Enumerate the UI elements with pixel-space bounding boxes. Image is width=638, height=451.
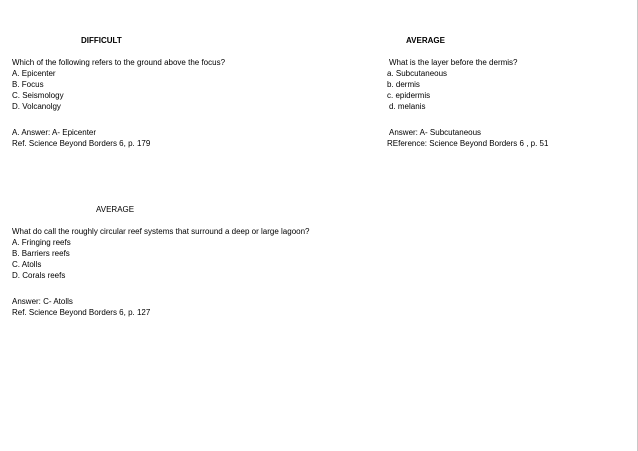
q3-option-c: C. Atolls — [12, 260, 42, 269]
q1-answer: A. Answer: A- Epicenter — [12, 128, 97, 137]
q3-answer-block — [12, 296, 150, 318]
q2-answer-block — [387, 127, 548, 149]
q3-option-a: A. Fringing reefs — [12, 238, 71, 247]
q1-question-text: Which of the following refers to the ground above the focus? — [12, 58, 226, 67]
q2-question-text: What is the layer before the dermis? — [389, 58, 518, 67]
q1-question-block — [12, 57, 225, 112]
q1-reference: Ref. Science Beyond Borders 6, p. 179 — [12, 139, 151, 148]
q2-reference: REference: Science Beyond Borders 6 , p. 51 — [387, 139, 549, 148]
q1-option-d: D. Volcanolgy — [12, 102, 61, 111]
q2-question-block — [387, 57, 518, 112]
q1-option-b: B. Focus — [12, 80, 44, 89]
q1-option-c: C. Seismology — [12, 91, 64, 100]
q2-option-c: c. epidermis — [387, 91, 431, 100]
q3-option-b: B. Barriers reefs — [12, 249, 70, 258]
q2-option-d: d. melanis — [389, 102, 426, 111]
q3-question-text: What do call the roughly circular reef systems that surround a deep or large lagoon? — [12, 227, 310, 236]
q3-difficulty-heading: AVERAGE — [96, 205, 135, 214]
q3-option-d: D. Corals reefs — [12, 271, 66, 280]
q3-answer: Answer: C- Atolls — [12, 297, 73, 306]
q3-reference: Ref. Science Beyond Borders 6, p. 127 — [12, 308, 151, 317]
q2-difficulty-heading: AVERAGE — [406, 36, 445, 45]
q1-option-a: A. Epicenter — [12, 69, 56, 78]
q2-answer: Answer: A- Subcutaneous — [389, 128, 482, 137]
q1-difficulty-heading: DIFFICULT — [81, 36, 122, 45]
q3-question-block — [12, 226, 310, 281]
q2-option-b: b. dermis — [387, 80, 420, 89]
q2-option-a: a. Subcutaneous — [387, 69, 448, 78]
q1-answer-block — [12, 127, 150, 149]
